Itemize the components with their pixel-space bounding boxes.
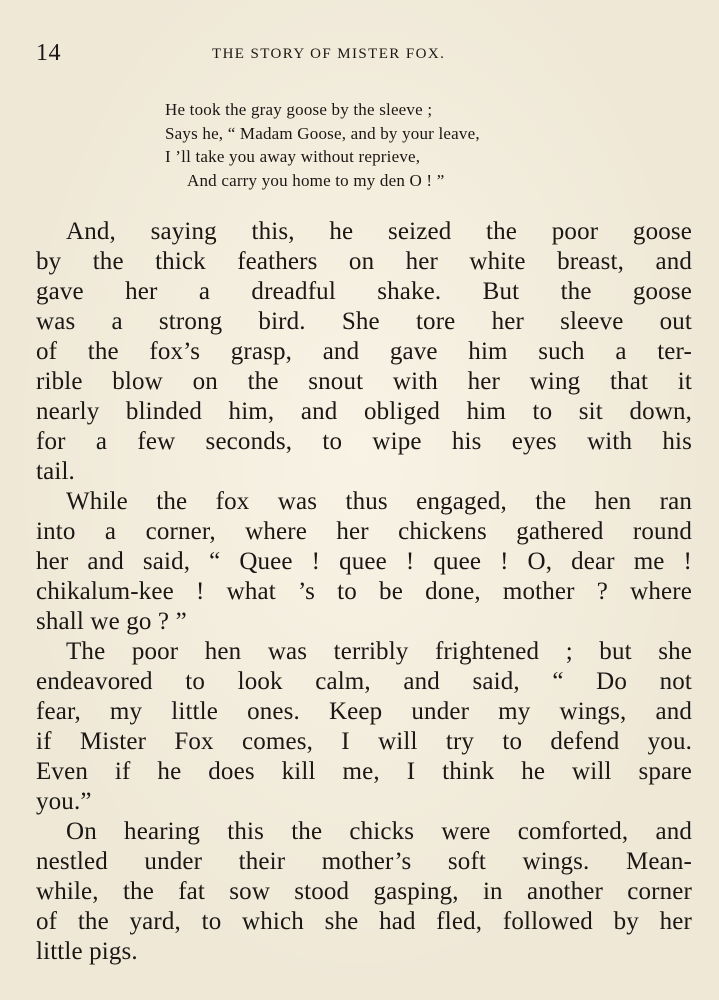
page-number: 14 [36,40,61,66]
text-line: On hearing this the chicks were comforted, and [66,818,692,845]
text-line: while, the fat sow stood gasping, in another corner [36,878,692,905]
text-line: chikalum-kee ! what ’s to be done, mother ? where [36,578,692,605]
paragraph [36,637,692,817]
text-line: little pigs. [36,938,138,965]
text-line: tail. [36,458,75,485]
body-text [36,217,692,967]
text-line: was a strong bird. She tore her sleeve out [36,308,692,335]
paragraph [36,487,692,637]
paragraph [36,217,692,487]
text-line: by the thick feathers on her white breast, and [36,248,692,275]
text-line: gave her a dreadful shake. But the goose [36,278,692,305]
text-line: nestled under their mother’s soft wings. Mean- [36,848,692,875]
text-line: her and said, “ Quee ! quee ! quee ! O, dear me ! [36,548,692,575]
text-line: you.” [36,788,92,815]
text-line: rible blow on the snout with her wing that it [36,368,692,395]
verse-stanza [165,98,480,192]
text-line: of the fox’s grasp, and gave him such a ter- [36,338,692,365]
text-line: The poor hen was terribly frightened ; but she [66,638,692,665]
text-line: fear, my little ones. Keep under my wings, and [36,698,692,725]
verse-line: He took the gray goose by the sleeve ; [165,100,433,119]
verse-line: And carry you home to my den O ! ” [187,170,445,190]
verse-line: Says he, “ Madam Goose, and by your leave, [165,123,480,143]
paragraph [36,817,692,967]
text-line: endeavored to look calm, and said, “ Do not [36,668,692,695]
verse-line: I ’ll take you away without reprieve, [165,147,421,166]
text-line: for a few seconds, to wipe his eyes with his [36,428,692,455]
text-line: if Mister Fox comes, I will try to defend you. [36,728,692,755]
text-line: shall we go ? ” [36,608,187,635]
running-title: THE STORY OF MISTER FOX. [212,46,446,62]
text-line: into a corner, where her chickens gathered round [36,518,692,545]
text-line: And, saying this, he seized the poor goose [66,218,692,245]
text-line: Even if he does kill me, I think he will spare [36,758,692,785]
page-header [36,40,683,66]
text-line: nearly blinded him, and obliged him to sit down, [36,398,692,425]
text-line: of the yard, to which she had fled, followed by her [36,908,692,935]
text-line: While the fox was thus engaged, the hen ran [66,488,692,515]
